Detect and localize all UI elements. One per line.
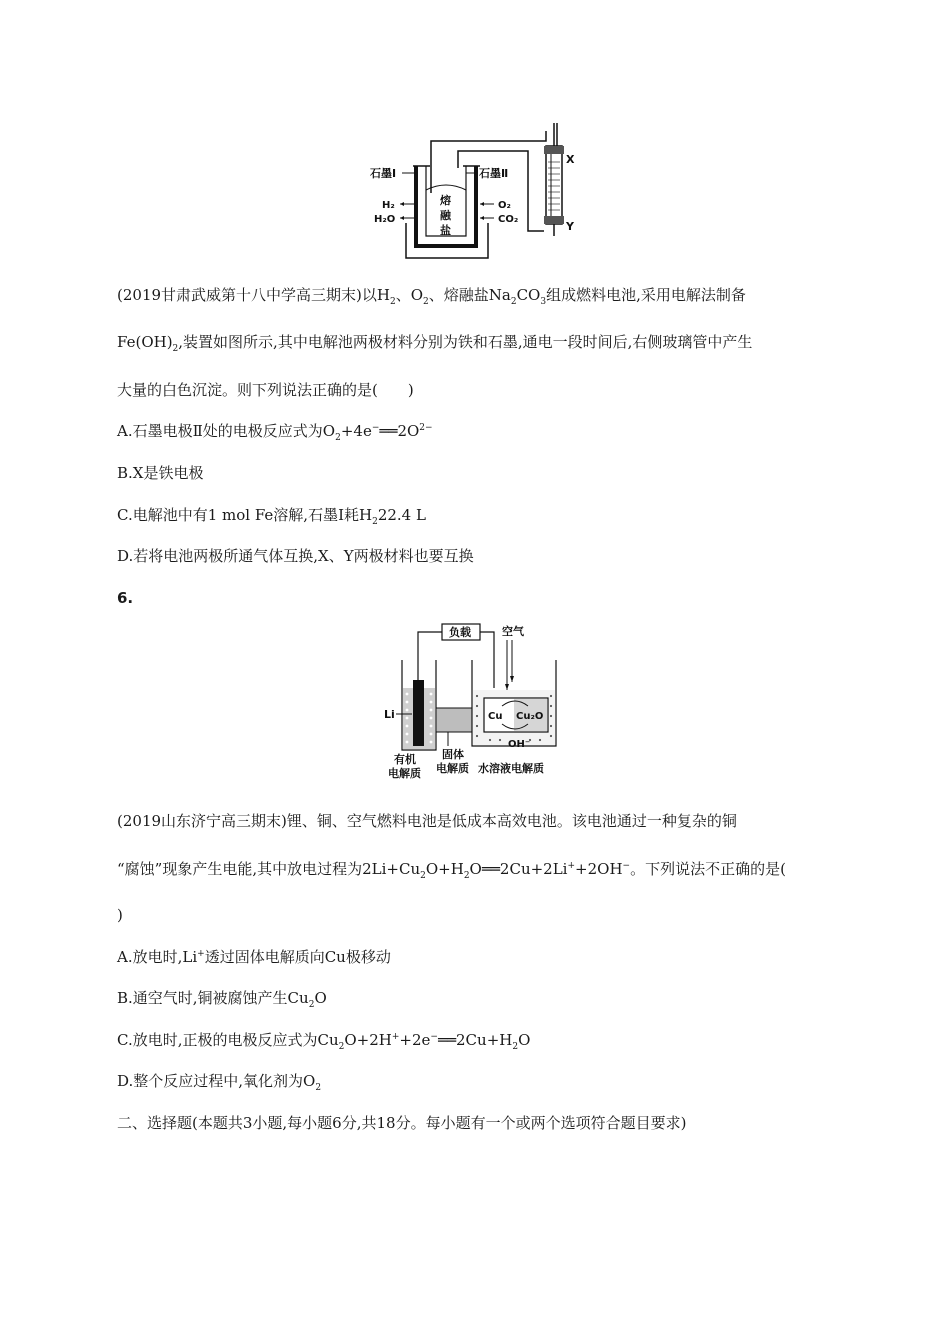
q6-optC-c: +2e (399, 1031, 431, 1049)
q6-optC-e: O (518, 1031, 531, 1049)
q5-optA-a: A.石墨电极Ⅱ处的电极反应式为O (117, 422, 336, 440)
q5-option-c: C.电解池中有1 mol Fe溶解,石墨Ⅰ耗$H_222.4$ L (117, 506, 426, 527)
q5-option-b (117, 463, 203, 483)
organic-label-1: 有机 (394, 753, 416, 766)
graphite-2-label: 石墨Ⅱ (479, 167, 509, 180)
q6-option-a: A.放电时,Li+透过固体电解质向Cu极移动 (117, 948, 391, 966)
q6-stem-line-3 (117, 905, 123, 925)
section-2-heading (117, 1113, 686, 1133)
q5-stem-1a: (2019甘肃武威第十八中学高三期末)以H (117, 286, 390, 304)
aqueous-label: 水溶液电解质 (478, 762, 544, 775)
q6-stem-2a: “腐蚀”现象产生电能,其中放电过程为2Li+Cu (117, 860, 421, 878)
q6-stem-line-1 (117, 811, 737, 831)
figure-fuel-cell-electrolysis (368, 118, 590, 266)
q6-option-b: B.通空气时,铜被腐蚀产生$Cu_2O$ (117, 989, 327, 1010)
graphite-1-label: 石墨Ⅰ (370, 167, 397, 180)
q5-stem-line-1: (2019甘肃武威第十八中学高三期末)以$H_2$、$O_2$、熔融盐$Na_2CO_3$组成燃料电池,采用电解法制备 (117, 286, 746, 307)
q5-stem-line-2: $Fe(OH)_2$,装置如图所示,其中电解池两极材料分别为铁和石墨,通电一段时间后,右侧玻璃管中产生 (117, 333, 753, 354)
q6-number: 6. (117, 589, 134, 607)
solid-label-2: 电解质 (436, 762, 469, 775)
q6-optB-b: O (314, 989, 327, 1007)
load-label: 负载 (449, 626, 471, 639)
q5-option-a: A.石墨电极Ⅱ处的电极反应式为$O_2+4e^-══2O^{2-}$ (117, 422, 433, 443)
q5-optA-sup: 2− (419, 423, 433, 433)
li-label: Li (384, 708, 395, 721)
q6-optB-a: B.通空气时,铜被腐蚀产生Cu (117, 989, 309, 1007)
solid-label-1: 固体 (442, 748, 464, 761)
q6-stem-2c: O (469, 860, 482, 878)
q5-stem-2b: ,装置如图所示,其中电解池两极材料分别为铁和石墨,通电一段时间后,右侧玻璃管中产生 (178, 333, 753, 351)
figure-li-cu-air-battery (380, 618, 572, 782)
q6-stem-2f: 。下列说法不正确的是( (630, 860, 786, 878)
molten-salt-label-3: 盐 (440, 224, 451, 237)
x-electrode-label: X (566, 153, 575, 166)
q5-optA-eq: ══ (379, 422, 398, 440)
q6-stem-2b: O+H (425, 860, 464, 878)
h2-label: H₂ (382, 200, 395, 211)
q5-stem-line-3 (117, 380, 414, 400)
q6-option-d: D.整个反应过程中,氧化剂为$O_2$ (117, 1072, 322, 1093)
q6-stem-2e: +2OH (575, 860, 623, 878)
section-2-heading-text: 二、选择题(本题共3小题,每小题6分,共18分。每小题有一个或两个选项符合题目要求) (117, 1114, 687, 1132)
q5-stem-1c: 、熔融盐Na (428, 286, 511, 304)
q5-stem-1e: 组成燃料电池,采用电解法制备 (546, 286, 746, 304)
o2-label: O₂ (498, 200, 511, 211)
q6-stem-line-2: “腐蚀”现象产生电能,其中放电过程为$2Li+Cu_2O+H_2O══2Cu+2Li^++2OH^-$。下列说法不正确的是( (117, 860, 786, 881)
q5-optA-b: +4e (340, 422, 372, 440)
organic-label-2: 电解质 (388, 767, 421, 780)
q5-stem-3: 大量的白色沉淀。则下列说法正确的是( ) (117, 381, 414, 399)
cu2o-label: Cu₂O (516, 711, 544, 722)
cu-label: Cu (488, 711, 503, 722)
q5-option-d (117, 546, 474, 566)
q6-option-c: C.放电时,正极的电极反应式为$Cu_2O+2H^++2e^-══2Cu+H_2O$ (117, 1031, 531, 1052)
q6-stem-1: (2019山东济宁高三期末)锂、铜、空气燃料电池是低成本高效电池。该电池通过一种复杂的铜 (117, 812, 737, 830)
q6-stem-2eq: ══ (481, 860, 500, 878)
y-electrode-label: Y (566, 220, 574, 233)
q6-stem-2d: 2Cu+2Li (499, 860, 568, 878)
oh-label: OH⁻ (508, 739, 531, 750)
q6-optC-b: O+2H (344, 1031, 392, 1049)
co2-label: CO₂ (498, 214, 519, 225)
q5-optD: D.若将电池两极所通气体互换,X、Y两极材料也要互换 (117, 547, 474, 565)
q6-optC-eq: ══ (437, 1031, 457, 1049)
q5-optC-b: 22.4 L (377, 506, 426, 524)
molten-salt-label-2: 融 (440, 209, 451, 222)
q6-optA-a: A.放电时,Li (117, 948, 198, 966)
q5-optC-a: C.电解池中有1 mol Fe溶解,石墨Ⅰ耗H (117, 506, 373, 524)
q5-stem-2a: Fe(OH) (117, 333, 173, 351)
q5-optA-c: 2O (397, 422, 420, 440)
q6-optC-a: C.放电时,正极的电极反应式为Cu (117, 1031, 339, 1049)
q6-stem-3: ) (117, 906, 123, 924)
q6-optD: D.整个反应过程中,氧化剂为O (117, 1072, 316, 1090)
air-label: 空气 (502, 625, 524, 638)
h2o-label: H₂O (374, 214, 396, 225)
q5-stem-1b: 、O (395, 286, 424, 304)
molten-salt-label-1: 熔 (440, 194, 451, 207)
q6-optA-b: 透过固体电解质向Cu极移动 (204, 948, 391, 966)
q5-optB: B.X是铁电极 (117, 464, 204, 482)
q6-optC-d: 2Cu+H (456, 1031, 513, 1049)
q5-stem-1d: CO (516, 286, 541, 304)
